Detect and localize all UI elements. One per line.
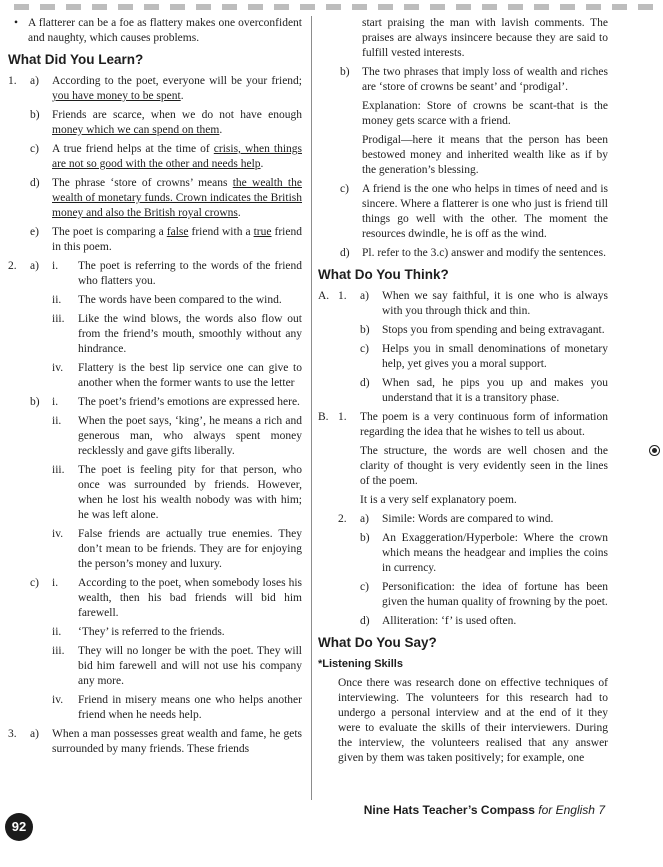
q1-d: d) The phrase ‘store of crowns’ means the wealth the wealth of monetary funds. Crown indicates the British money and also the British royal crowns. — [30, 177, 302, 219]
q1-c: c) A true friend helps at the time of crisis, when things are not so good with the other and needs help. — [30, 143, 302, 170]
section-b — [318, 410, 608, 629]
q1-e: e) The poet is comparing a false friend with a true friend in this poem. — [30, 226, 302, 253]
question-2 — [8, 259, 302, 723]
column-divider — [311, 16, 312, 800]
q3-a: 3. a) When a man possesses great wealth and fame, he gets surrounded by many friends. These friends — [8, 728, 302, 755]
q2-a-ii: ii. The words have been compared to the wind. — [52, 294, 282, 306]
q2-b-iv: iv. False friends are actually true enemies. They don’t mean to be friends. They are for enjoying the person’s money and luxury. — [52, 528, 302, 570]
heading-what-do-you-think: What Do You Think? — [318, 267, 449, 282]
page-number-badge: 92 — [5, 813, 33, 841]
question-1 — [8, 74, 302, 255]
footer-title: Nine Hats Teacher’s Compass for English 7 — [363, 803, 605, 817]
b-1-p3: It is a very self explanatory poem. — [360, 494, 517, 506]
left-column — [8, 16, 302, 761]
q2-a-iii: iii. Like the wind blows, the words also flow out from the friend’s mouth, smoothly without any hindrance. — [52, 313, 302, 355]
b-2-b: b) An Exaggeration/Hyperbole: Where the crown which means the headgear and implies the coins in currency. — [360, 532, 608, 574]
q3-a-continued: start praising the man with lavish comments. The praises are always insincere because they are said to fulfill vested interests. — [362, 17, 608, 59]
q2-a-i: 2. a) i. The poet is referring to the words of the friend who flatters you. — [8, 260, 302, 287]
bullet-icon: • — [14, 17, 19, 29]
heading-what-do-you-say: What Do You Say? — [318, 635, 437, 650]
b-2-c: c) Personification: the idea of fortune has been given the human quality of frowning by the poet. — [360, 581, 608, 608]
b-1-p1: B. 1. The poem is a very continuous form of information regarding the idea that he wishes to tell us about. — [318, 411, 608, 438]
q2-c-iv: iv. Friend in misery means one who helps another friend when he needs help. — [52, 694, 302, 721]
q2-c-iii: iii. They will no longer be with the poet. They will bid him farewell and will not use his company any more. — [52, 645, 302, 687]
q2-b-iii: iii. The poet is feeling pity for that person, who once was surrounded by friends. However, when he lost his wealth nobody was with him; he was left alone. — [52, 464, 302, 521]
a-1-b: b) Stops you from spending and being extravagant. — [360, 324, 605, 336]
q1-b: b) Friends are scarce, when we do not have enough money which we can spend on them. — [30, 109, 302, 136]
q3-b-explanation: Explanation: Store of crowns be scant-that is the money gets scarce with a friend. — [362, 100, 608, 127]
listening-skills-label: *Listening Skills — [318, 658, 403, 670]
q2-c-i: c) i. According to the poet, when somebody loses his wealth, then his bad friends will bid him farewell. — [30, 577, 302, 619]
q2-b-ii: ii. When the poet says, ‘king’, he means a rich and generous man, who always spent money recklessly and gave gifts liberally. — [52, 415, 302, 457]
top-dashed-border — [14, 4, 654, 10]
b-2-a: 2. a) Simile: Words are compared to wind. — [338, 513, 554, 525]
heading-what-did-you-learn: What Did You Learn? — [8, 52, 144, 67]
section-a — [318, 289, 608, 406]
registration-mark-icon — [649, 445, 660, 456]
a-1-d: d) When sad, he pips you up and makes you understand that it is a transitory phase. — [360, 377, 608, 404]
q3-d: d) Pl. refer to the 3.c) answer and modify the sentences. — [340, 247, 606, 259]
b-2-d: d) Alliteration: ‘f’ is used often. — [360, 615, 517, 627]
q3-b: b) The two phrases that imply loss of wealth and riches are ‘store of crowns be seant’ and ‘prodigal’. — [340, 66, 608, 93]
q2-a-iv: iv. Flattery is the best lip service one can give to another when the former wants to use the letter — [52, 362, 302, 389]
intro-bullet: • A flatterer can be a foe as flattery makes one overconfident and naughty, which causes problems. — [14, 17, 302, 44]
b-1-p2: The structure, the words are well chosen and the clarity of thought is very evidently seen in the lines of the poem. — [360, 445, 608, 487]
q3-b-prodigal: Prodigal—here it means that the person has been bestowed money and inherited wealth like as if by the generation’s blessing. — [362, 134, 608, 176]
q2-c-ii: ii. ‘They’ is referred to the friends. — [52, 626, 225, 638]
q1-a: 1. a) According to the poet, everyone will be your friend; you have money to be spent. — [8, 75, 302, 102]
right-column — [318, 16, 608, 770]
listening-paragraph: Once there was research done on effective techniques of interviewing. The volunteers for this research had to undergo a personal interview and at the end of it they were to evaluate the skills of their interviewers. During the interview, the volunteers realised that any answer given by them was taken positively; for example, one — [338, 677, 608, 764]
q2-b-i: b) i. The poet’s friend’s emotions are expressed here. — [30, 396, 300, 408]
a-1-a: A. 1. a) When we say faithful, it is one who is always with you through thick and thin. — [318, 290, 608, 317]
a-1-c: c) Helps you in small denominations of monetary help, yet gives you a moral support. — [360, 343, 608, 370]
q3-c: c) A friend is the one who helps in times of need and is sincere. Where a flatterer is one who just is friend till things go well with the other. The moment the resources dwindle, he is off as the wind. — [340, 183, 608, 240]
